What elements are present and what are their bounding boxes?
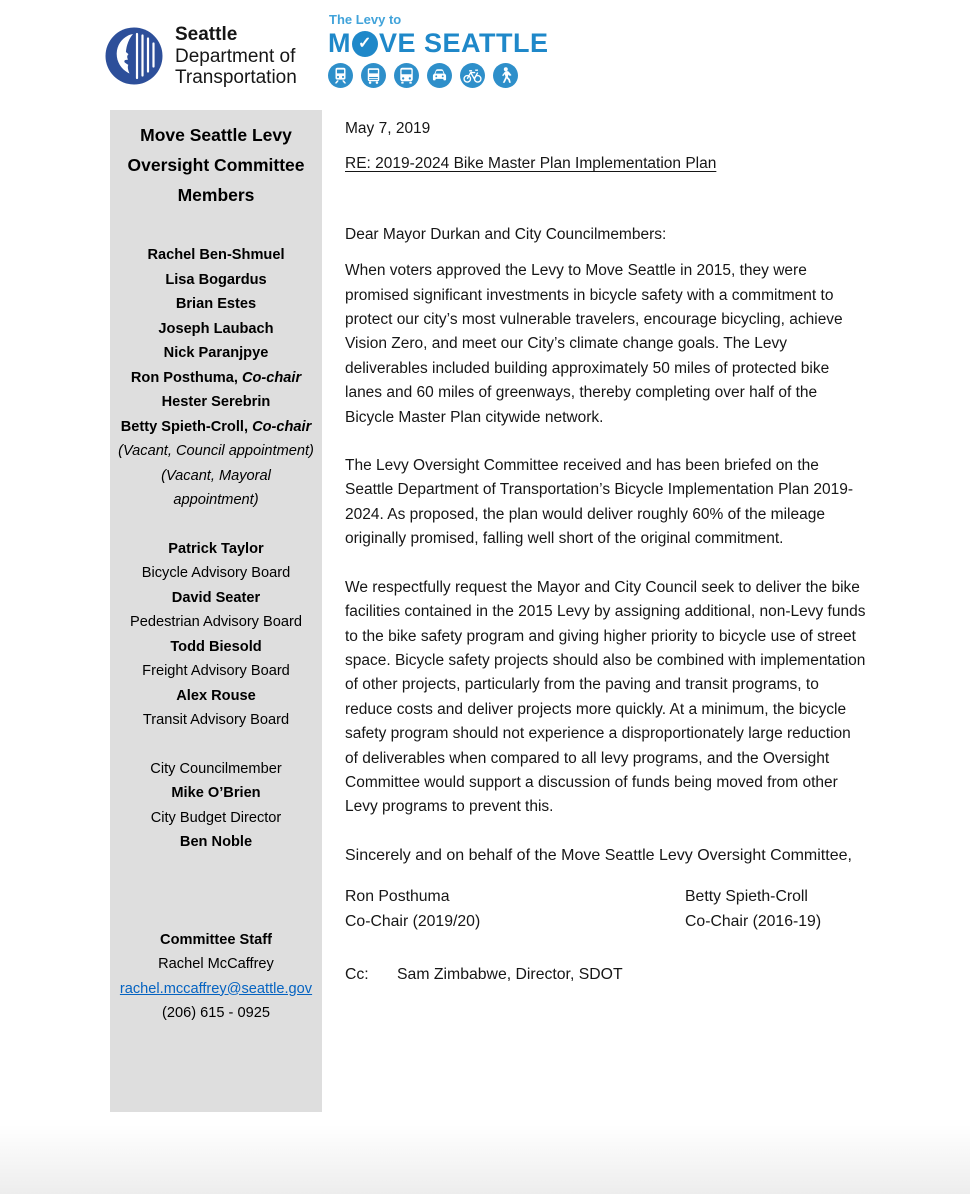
sidebar-line <box>110 561 322 586</box>
sdot-logo-line3: Transportation <box>175 67 297 88</box>
sidebar-line-text: Mike O’Brien <box>171 785 261 801</box>
sidebar-line <box>110 292 322 317</box>
sdot-logo-line1: Seattle <box>175 24 238 45</box>
sidebar-line <box>110 586 322 611</box>
sidebar-line-text: Rachel McCaffrey <box>158 956 274 972</box>
sidebar-line-text: Committee Staff <box>160 931 272 948</box>
sidebar-line-text: Transit Advisory Board <box>142 712 290 728</box>
sidebar-line-text: Bicycle Advisory Board <box>141 565 291 581</box>
sidebar-line-text: Ron Posthuma, <box>130 369 242 386</box>
move-seattle-logo <box>328 12 549 88</box>
sidebar-line-text: Pedestrian Advisory Board <box>130 614 302 630</box>
signature-right <box>685 885 821 934</box>
levy-title-m: M <box>328 28 351 58</box>
sidebar-line-text: City Councilmember <box>150 760 282 777</box>
sidebar-line-text: City Budget Director <box>150 809 282 826</box>
email-link[interactable]: rachel.mccaffrey@seattle.gov <box>119 980 313 997</box>
sidebar-line <box>110 415 322 440</box>
sidebar-line-text: David Seater <box>171 589 261 606</box>
cc-line <box>345 963 867 987</box>
page-bottom-shade <box>0 1124 970 1194</box>
sidebar-line-text: Patrick Taylor <box>168 540 264 557</box>
sidebar-line <box>110 830 322 855</box>
bike-icon <box>460 63 485 88</box>
committee-sidebar <box>110 110 322 1112</box>
letter-closing: Sincerely and on behalf of the Move Seattle Levy Oversight Committee, <box>345 846 852 864</box>
sdot-logo-line2: Department of <box>175 45 296 67</box>
sidebar-line-text: Ben Noble <box>179 834 253 850</box>
bus-icon <box>394 63 419 88</box>
sdot-logo-text <box>175 24 297 89</box>
car-icon <box>427 63 452 88</box>
sidebar-line-text: Co-chair <box>241 369 302 386</box>
signature-left <box>345 885 685 934</box>
sidebar-line <box>110 781 322 806</box>
sidebar-line <box>110 488 322 513</box>
sidebar-title: Move Seattle Levy Oversight Committee Members <box>127 125 305 205</box>
levy-tagline: The Levy to <box>329 12 402 27</box>
signature-left-name: Ron Posthuma <box>345 888 450 906</box>
seattle-city-seal-icon <box>105 27 163 85</box>
checkmark-circle-icon <box>352 31 378 57</box>
sidebar-line <box>110 390 322 415</box>
sidebar-line <box>110 464 322 489</box>
levy-title <box>328 28 549 58</box>
sidebar-line <box>110 684 322 709</box>
sidebar-line-text: appointment) <box>173 492 259 508</box>
train-icon <box>328 63 353 88</box>
sidebar-spacer <box>110 733 322 757</box>
pedestrian-icon <box>493 63 518 88</box>
sidebar-line <box>110 806 322 831</box>
sidebar-line-text: Lisa Bogardus <box>165 271 267 288</box>
sidebar-spacer <box>110 855 322 928</box>
signature-left-title: Co-Chair (2019/20) <box>345 912 481 930</box>
sidebar-line-text: (206) 615 - 0925 <box>162 1005 270 1021</box>
sidebar-line-text: Hester Serebrin <box>161 394 271 410</box>
signature-right-name: Betty Spieth-Croll <box>685 888 808 906</box>
sidebar-line-text: Joseph Laubach <box>158 320 274 337</box>
sidebar-line <box>110 757 322 782</box>
sidebar-line-text: Co-chair <box>252 418 312 435</box>
signature-right-title: Co-Chair (2016-19) <box>685 912 822 930</box>
letter-body <box>345 110 867 987</box>
truck-icon <box>361 63 386 88</box>
sidebar-email-line <box>110 977 322 1002</box>
sidebar-line <box>110 268 322 293</box>
sidebar-line-text: Todd Biesold <box>170 638 262 655</box>
sidebar-line <box>110 341 322 366</box>
sidebar-line <box>110 366 322 391</box>
letter-paragraph-1: When voters approved the Levy to Move Seattle in 2015, they were promised significant investments in bicycle safety with a commitment to protect our city’s most vulnerable travelers, encourage bicycling, achieve Vision Zero, and meet our City’s climate change goals. The Levy deliverables included building approximately 50 miles of protected bike lanes and 60 miles of greenways, thereby completing over half of the Bicycle Master Plan citywide network. <box>345 262 843 426</box>
cc-text: Sam Zimbabwe, Director, SDOT <box>397 965 623 983</box>
cc-label: Cc: <box>345 965 369 983</box>
letter-subject: RE: 2019-2024 Bike Master Plan Implementation Plan <box>345 155 717 173</box>
sidebar-line <box>110 243 322 268</box>
sdot-logo <box>105 24 297 89</box>
sidebar-line-text: Rachel Ben-Shmuel <box>147 247 285 263</box>
sidebar-line-text: Freight Advisory Board <box>142 663 290 679</box>
letter-paragraph-3: We respectfully request the Mayor and City Council seek to deliver the bike facilities contained in the 2015 Levy by assigning additional, non-Levy funds to the bike safety program and giving higher priority to bicycle use of street space. Bicycle safety projects should also be combined with implementation of other projects, particularly from the paving and transit programs, to reduce costs and deliver projects more quickly. At a minimum, the bicycle safety program should not experience a disproportionately large reduction of deliverables when compared to all levy programs, and the Oversight Committee would support a discussion of funds being moved from other Levy programs to prevent this. <box>345 578 866 816</box>
sidebar-member-list <box>110 243 322 1026</box>
sidebar-line <box>110 439 322 464</box>
sidebar-line-text: Betty Spieth-Croll, <box>120 418 253 435</box>
sidebar-line <box>110 1001 322 1026</box>
sidebar-line <box>110 952 322 977</box>
sidebar-spacer <box>110 513 322 537</box>
checkmark-glyph: ✓ <box>358 35 372 52</box>
sidebar-line <box>110 659 322 684</box>
signature-block <box>345 885 867 934</box>
letter-paragraph-2: The Levy Oversight Committee received and has been briefed on the Seattle Department of Transportation’s Bicycle Implementation Plan 2019-2024. As proposed, the plan would deliver roughly 60% of the mileage originally promised, falling well short of the original commitment. <box>345 457 854 548</box>
sidebar-line <box>110 708 322 733</box>
sidebar-line <box>110 537 322 562</box>
sidebar-line-text: Alex Rouse <box>176 687 256 704</box>
sidebar-line-text: Brian Estes <box>175 296 257 312</box>
sidebar-line <box>110 635 322 660</box>
sidebar-line-text: (Vacant, Mayoral <box>161 467 271 484</box>
letter-date: May 7, 2019 <box>345 120 431 137</box>
levy-transport-icons <box>328 63 549 88</box>
sidebar-line <box>110 610 322 635</box>
sidebar-line <box>110 928 322 953</box>
letter-salutation: Dear Mayor Durkan and City Councilmembers: <box>345 225 667 243</box>
sidebar-line-text: Nick Paranjpye <box>163 345 269 361</box>
levy-title-rest: VE SEATTLE <box>379 28 549 58</box>
sidebar-line <box>110 317 322 342</box>
sidebar-line-text: (Vacant, Council appointment) <box>118 443 314 459</box>
